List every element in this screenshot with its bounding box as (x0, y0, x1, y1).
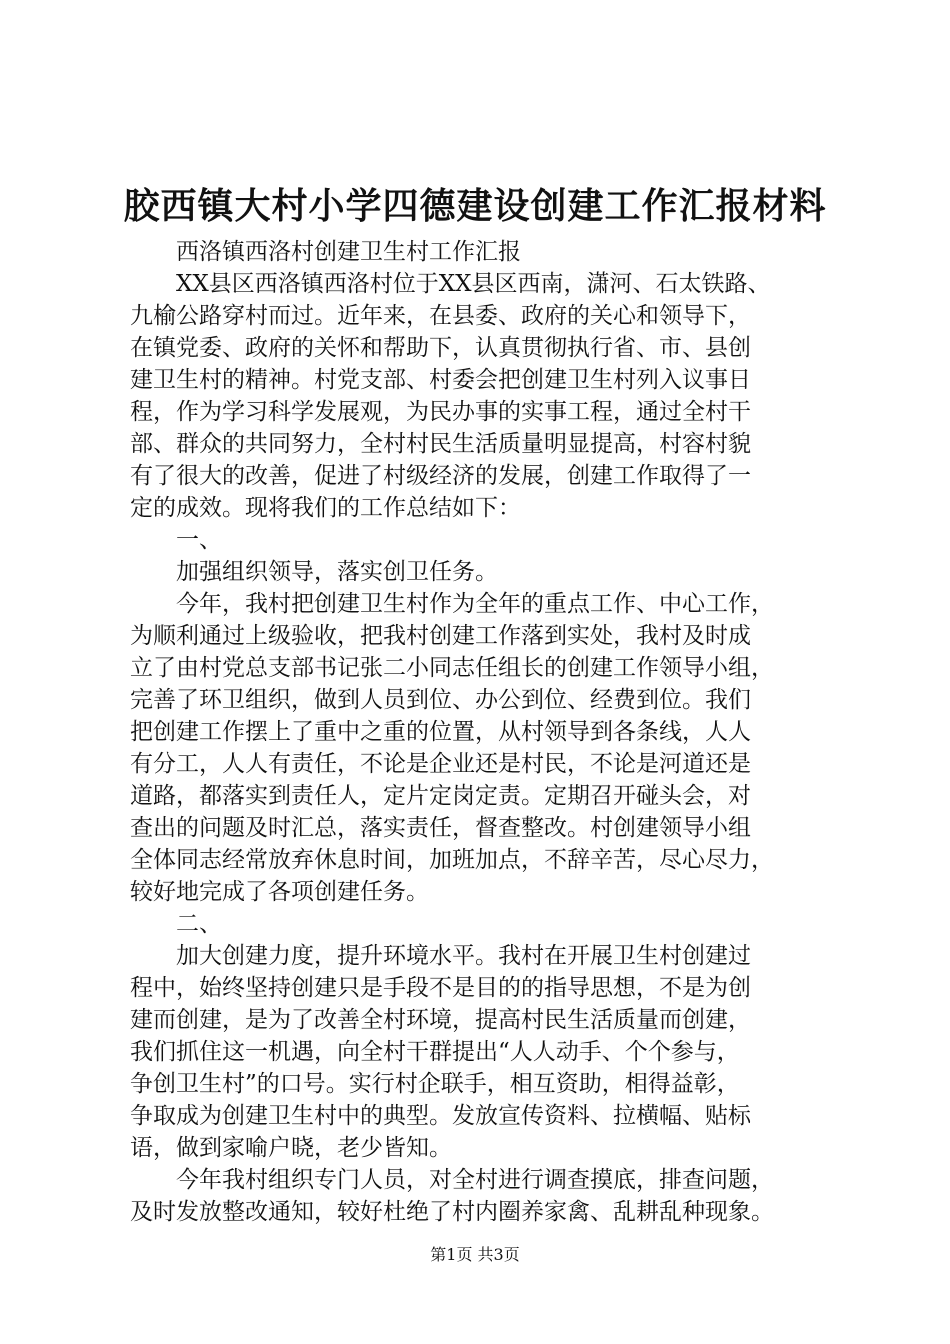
text-line: 争创卫生村”的口号。实行村企联手，相互资助，相得益彰， (130, 1071, 740, 1097)
text-line: 道路，都落实到责任人，定片定岗定责。定期召开碰头会，对 (130, 783, 751, 809)
text-line: 争取成为创建卫生村中的典型。发放宣传资料、拉横幅、贴标 (130, 1103, 751, 1129)
text-line: 全体同志经常放弃休息时间，加班加点，不辞辛苦，尽心尽力， (130, 847, 774, 873)
text-line: 建而创建，是为了改善全村环境，提高村民生活质量而创建， (130, 1007, 751, 1033)
text-line: XX县区西洛镇西洛村位于XX县区西南，潇河、石太铁路、 (130, 271, 771, 297)
text-line: 有了很大的改善，促进了村级经济的发展，创建工作取得了一 (130, 463, 751, 489)
document-title: 胶西镇大村小学四德建设创建工作汇报材料 (123, 185, 827, 227)
text-line: 把创建工作摆上了重中之重的位置，从村领导到各条线，人人 (130, 719, 751, 745)
text-line: 定的成效。现将我们的工作总结如下： (130, 495, 521, 521)
text-line: 今年我村组织专门人员，对全村进行调查摸底，排查问题， (130, 1167, 774, 1193)
text-line: 程，作为学习科学发展观，为民办事的实事工程，通过全村干 (130, 399, 751, 425)
section-heading: 加强组织领导，落实创卫任务。 (130, 559, 498, 585)
text-line: 我们抓住这一机遇，向全村干群提出“人人动手、个个参与， (130, 1039, 740, 1065)
text-line: 有分工，人人有责任，不论是企业还是村民，不论是河道还是 (130, 751, 751, 777)
text-line: 今年，我村把创建卫生村作为全年的重点工作、中心工作， (130, 591, 774, 617)
text-line: 查出的问题及时汇总，落实责任，督查整改。村创建领导小组 (130, 815, 751, 841)
text-line: 西洛镇西洛村创建卫生村工作汇报 (130, 239, 521, 265)
section-number: 一、 (130, 527, 222, 553)
text-line: 立了由村党总支部书记张二小同志任组长的创建工作领导小组， (130, 655, 774, 681)
text-line: 为顺利通过上级验收，把我村创建工作落到实处，我村及时成 (130, 623, 751, 649)
text-line: 加大创建力度，提升环境水平。我村在开展卫生村创建过 (130, 943, 751, 969)
text-line: 九榆公路穿村而过。近年来，在县委、政府的关心和领导下， (130, 303, 751, 329)
text-line: 建卫生村的精神。村党支部、村委会把创建卫生村列入议事日 (130, 367, 751, 393)
page-footer: 第1页 共3页 (430, 1245, 520, 1264)
text-line: 语，做到家喻户晓，老少皆知。 (130, 1135, 452, 1161)
text-line: 在镇党委、政府的关怀和帮助下，认真贯彻执行省、市、县创 (130, 335, 751, 361)
text-line: 较好地完成了各项创建任务。 (130, 879, 429, 905)
section-number: 二、 (130, 911, 222, 937)
text-line: 及时发放整改通知，较好杜绝了村内圈养家禽、乱耕乱种现象。 (130, 1199, 774, 1225)
text-line: 部、群众的共同努力，全村村民生活质量明显提高，村容村貌 (130, 431, 751, 457)
text-line: 程中，始终坚持创建只是手段不是目的的指导思想，不是为创 (130, 975, 751, 1001)
text-line: 完善了环卫组织，做到人员到位、办公到位、经费到位。我们 (130, 687, 751, 713)
